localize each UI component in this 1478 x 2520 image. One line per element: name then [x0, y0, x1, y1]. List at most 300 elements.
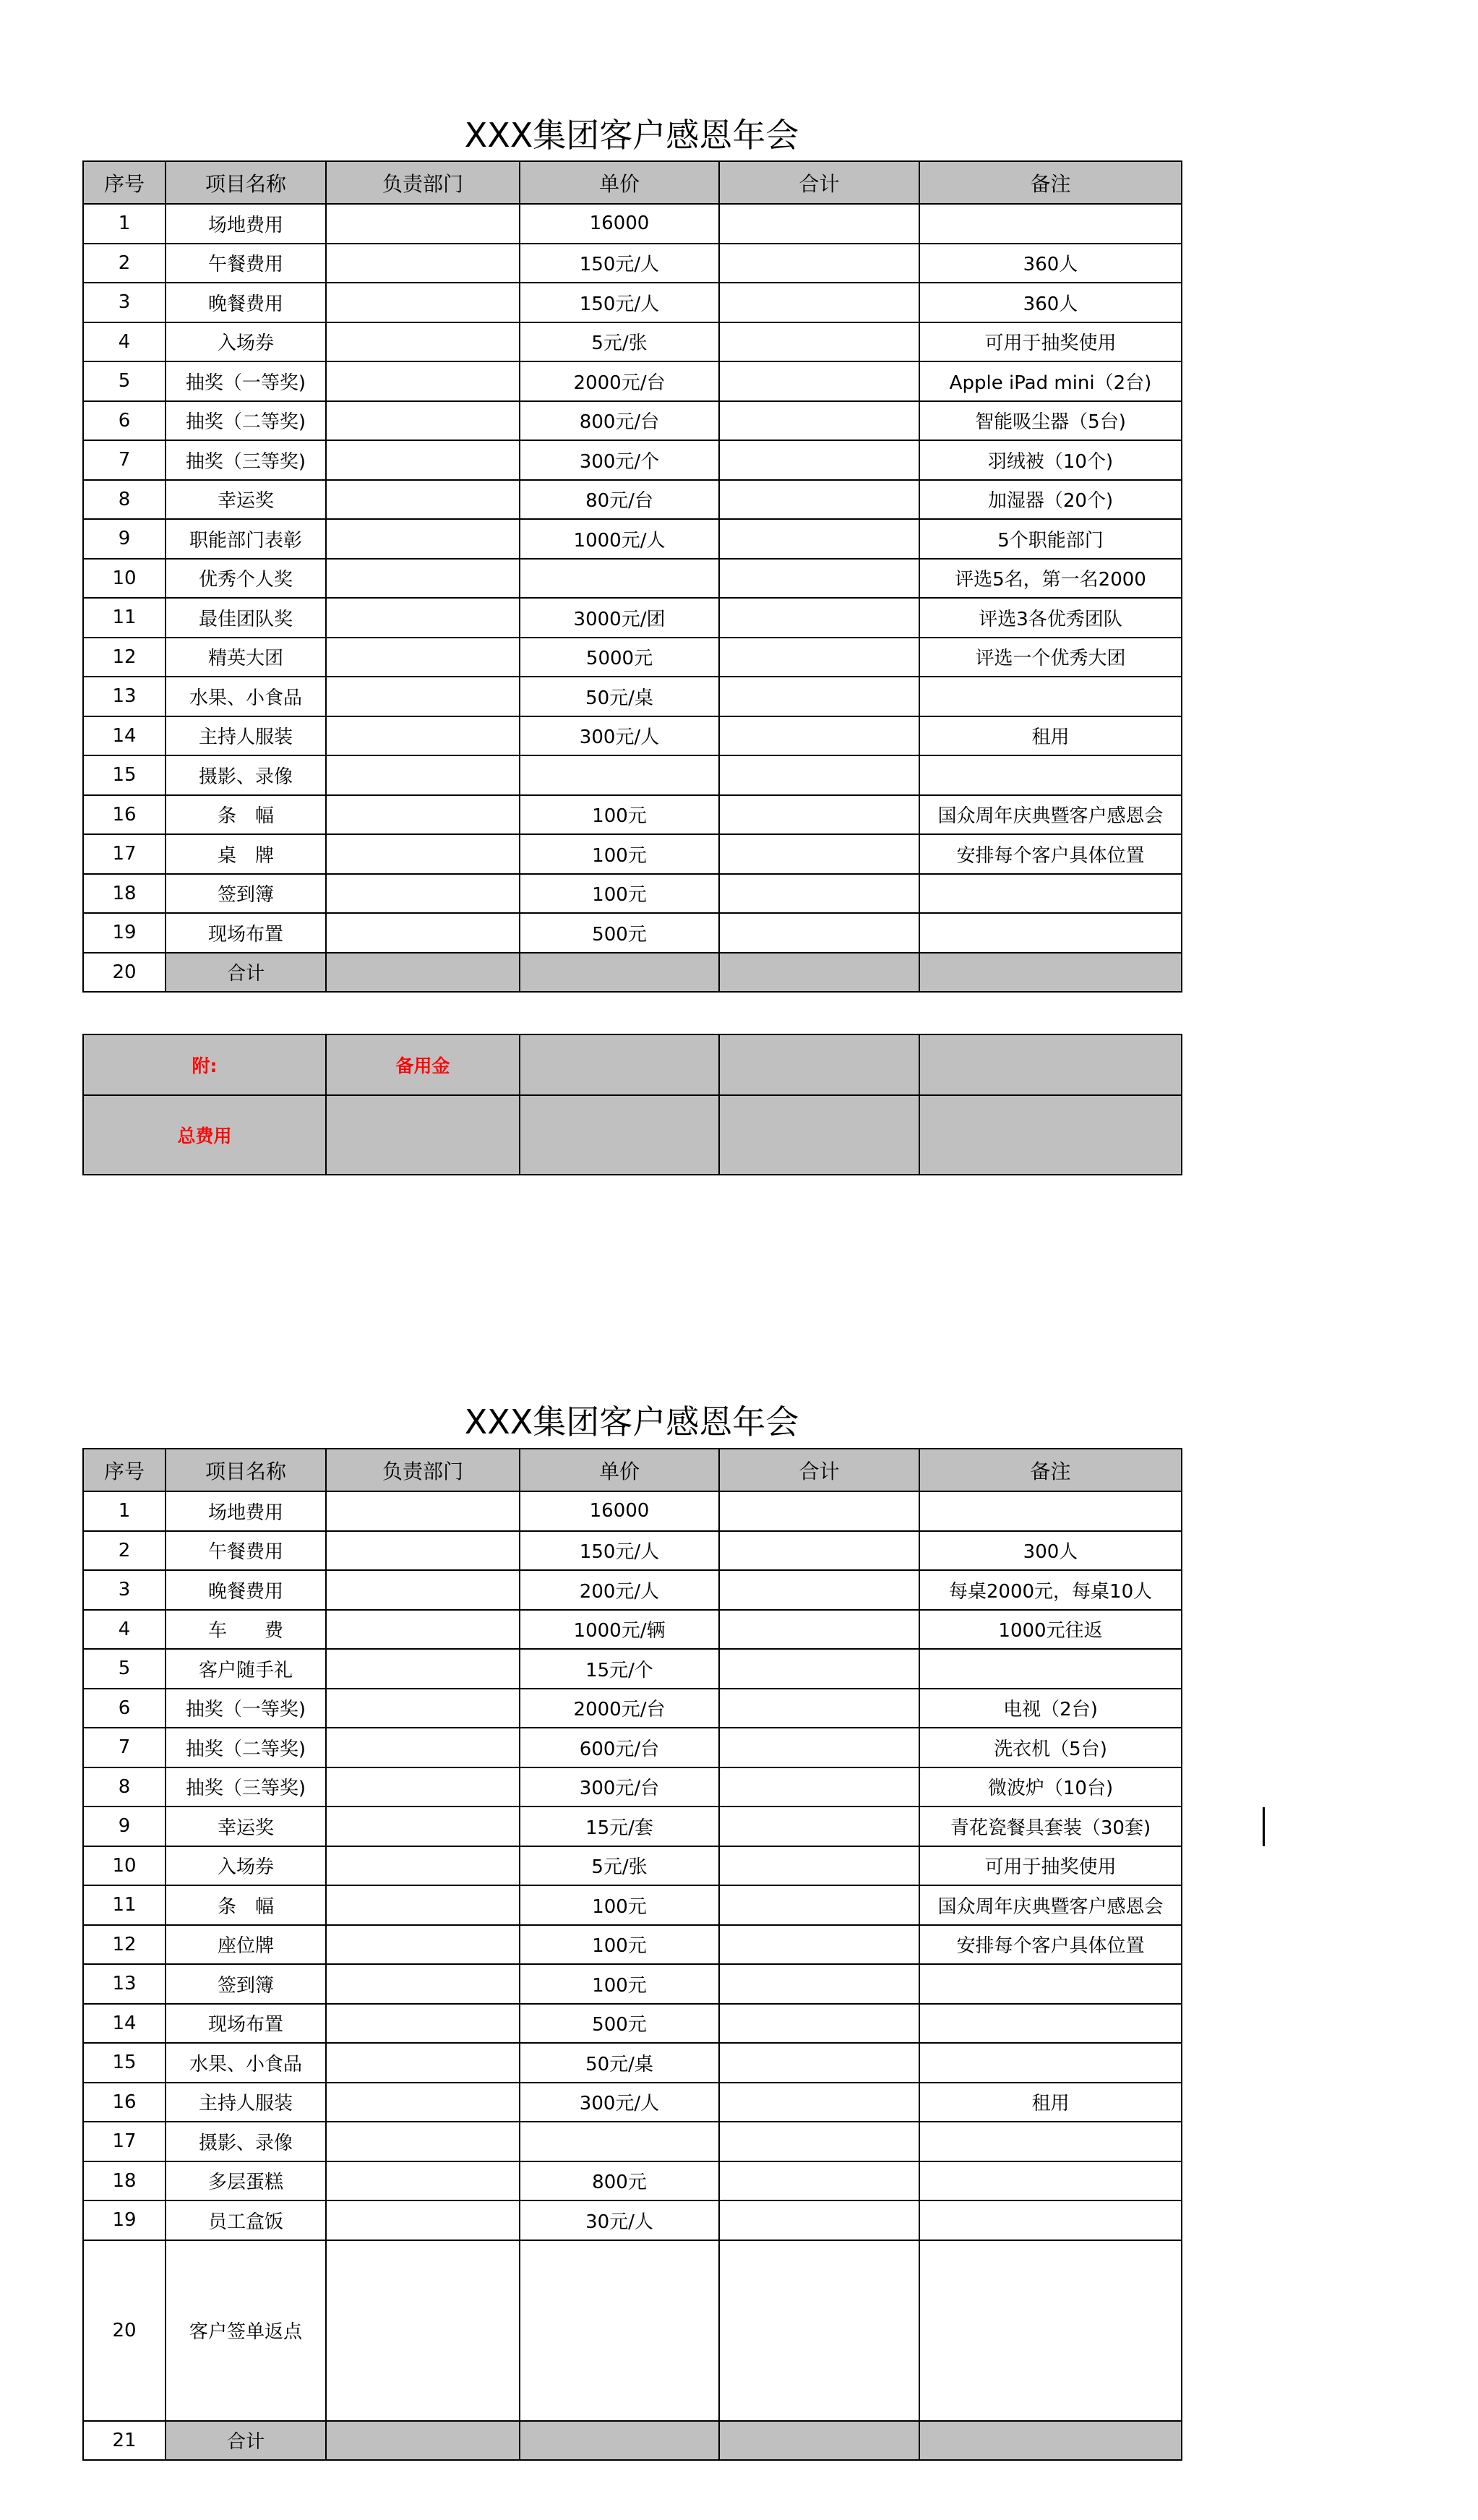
cell-no[interactable]: 6 [83, 401, 166, 441]
table-row [83, 795, 1182, 835]
cell-item-name[interactable]: 入场券 [166, 1846, 326, 1886]
cell-department[interactable] [326, 361, 520, 401]
cell-item-name[interactable]: 签到簿 [166, 1964, 326, 2004]
cell-no[interactable]: 8 [83, 1767, 166, 1807]
cell-total[interactable] [719, 1649, 919, 1689]
cell-department[interactable] [326, 677, 520, 716]
header-item-name[interactable]: 项目名称 [166, 161, 326, 204]
cell-remarks[interactable] [919, 913, 1182, 953]
cell-unit-price[interactable]: 16000 [520, 1491, 719, 1531]
cell-no[interactable]: 14 [83, 2004, 166, 2044]
cell-item-name[interactable]: 入场券 [166, 322, 326, 362]
cell-item-name[interactable]: 午餐费用 [166, 1531, 326, 1571]
cell-no[interactable]: 8 [83, 480, 166, 520]
header-department[interactable]: 负责部门 [326, 161, 520, 204]
cell-no[interactable]: 16 [83, 795, 166, 835]
cell-department[interactable] [326, 440, 520, 480]
cell-no[interactable]: 12 [83, 638, 166, 677]
table2-sum-row [83, 2421, 1182, 2461]
cell-total[interactable] [719, 440, 919, 480]
cell-department[interactable] [326, 1649, 520, 1689]
cell-remarks[interactable]: 租用 [919, 716, 1182, 756]
cell-unit-price[interactable]: 150元/人 [520, 283, 719, 322]
cell-unit-price[interactable]: 100元 [520, 834, 719, 874]
cell-remarks[interactable]: 评选5名，第一名2000 [919, 559, 1182, 599]
sum-cell[interactable] [719, 2421, 919, 2461]
table-row [83, 638, 1182, 677]
cell-department[interactable] [326, 638, 520, 677]
cell-remarks[interactable] [919, 1491, 1182, 1531]
cell-total[interactable] [719, 598, 919, 638]
sum-row-no[interactable]: 20 [83, 953, 166, 993]
cell-total[interactable] [719, 2161, 919, 2201]
header-no[interactable]: 序号 [83, 1449, 166, 1491]
table-row [83, 2004, 1182, 2044]
cell-unit-price[interactable]: 100元 [520, 874, 719, 914]
cell-department[interactable] [326, 1925, 520, 1965]
cell-remarks[interactable] [919, 2161, 1182, 2201]
cell-item-name[interactable]: 摄影、录像 [166, 2122, 326, 2161]
total-cost-cell[interactable] [520, 1095, 719, 1175]
cell-department[interactable] [326, 2083, 520, 2122]
cell-item-name[interactable]: 晚餐费用 [166, 1570, 326, 1610]
cell-no[interactable]: 18 [83, 874, 166, 914]
table-row [83, 2161, 1182, 2201]
cell-department[interactable] [326, 2200, 520, 2240]
cell-no[interactable]: 1 [83, 204, 166, 244]
table-row [83, 834, 1182, 874]
cell-unit-price[interactable]: 3000元/团 [520, 598, 719, 638]
header-remarks[interactable]: 备注 [919, 161, 1182, 204]
cell-remarks[interactable]: 国众周年庆典暨客户感恩会 [919, 795, 1182, 835]
cell-unit-price[interactable]: 100元 [520, 795, 719, 835]
cell-no[interactable]: 15 [83, 2043, 166, 2083]
sum-cell[interactable] [719, 953, 919, 993]
cell-total[interactable] [719, 1964, 919, 2004]
cell-department[interactable] [326, 913, 520, 953]
cell-item-name[interactable]: 抽奖（三等奖) [166, 1767, 326, 1807]
cell-department[interactable] [326, 755, 520, 795]
cell-unit-price[interactable]: 30元/人 [520, 2200, 719, 2240]
cell-total[interactable] [719, 1807, 919, 1846]
cell-unit-price[interactable] [520, 755, 719, 795]
cell-department[interactable] [326, 204, 520, 244]
header-unit-price[interactable]: 单价 [520, 161, 719, 204]
cell-unit-price[interactable]: 80元/台 [520, 480, 719, 520]
cell-total[interactable] [719, 322, 919, 362]
reserve-cell[interactable] [719, 1034, 919, 1095]
header-item-name[interactable]: 项目名称 [166, 1449, 326, 1491]
cell-no[interactable]: 2 [83, 244, 166, 283]
cell-no[interactable]: 10 [83, 1846, 166, 1886]
cell-remarks[interactable] [919, 2122, 1182, 2161]
cell-department[interactable] [326, 322, 520, 362]
cell-item-name[interactable]: 抽奖（一等奖) [166, 361, 326, 401]
cell-item-name[interactable]: 抽奖（三等奖) [166, 440, 326, 480]
reserve-cell[interactable] [520, 1034, 719, 1095]
cell-no[interactable]: 4 [83, 1610, 166, 1650]
cell-total[interactable] [719, 795, 919, 835]
cell-remarks[interactable]: 租用 [919, 2083, 1182, 2122]
cell-remarks[interactable]: 加湿器（20个) [919, 480, 1182, 520]
table-row [83, 1964, 1182, 2004]
cell-remarks[interactable]: 国众周年庆典暨客户感恩会 [919, 1885, 1182, 1925]
cell-item-name[interactable]: 座位牌 [166, 1925, 326, 1965]
sum-cell[interactable] [520, 2421, 719, 2461]
cell-total[interactable] [719, 519, 919, 559]
cell-total[interactable] [719, 1610, 919, 1650]
cell-item-name[interactable]: 最佳团队奖 [166, 598, 326, 638]
cell-remarks[interactable]: 360人 [919, 244, 1182, 283]
cell-item-name[interactable]: 幸运奖 [166, 1807, 326, 1846]
total-cost-label[interactable]: 总费用 [83, 1095, 326, 1175]
table-row [83, 361, 1182, 401]
cell-item-name[interactable]: 员工盒饭 [166, 2200, 326, 2240]
cell-no[interactable]: 18 [83, 2161, 166, 2201]
cell-item-name[interactable]: 优秀个人奖 [166, 559, 326, 599]
cell-total[interactable] [719, 1767, 919, 1807]
table-row [83, 1728, 1182, 1767]
cell-no[interactable]: 19 [83, 2200, 166, 2240]
cell-department[interactable] [326, 2240, 520, 2421]
table1-title: XXX集团客户感恩年会 [464, 116, 799, 155]
cell-item-name[interactable]: 客户签单返点 [166, 2240, 326, 2421]
table1-body [83, 204, 1182, 953]
cell-remarks[interactable]: 可用于抽奖使用 [919, 322, 1182, 362]
cell-item-name[interactable]: 主持人服装 [166, 2083, 326, 2122]
total-cost-cell[interactable] [326, 1095, 520, 1175]
cell-item-name[interactable]: 现场布置 [166, 913, 326, 953]
cell-total[interactable] [719, 244, 919, 283]
cell-remarks[interactable]: 评选一个优秀大团 [919, 638, 1182, 677]
table-row [83, 755, 1182, 795]
cell-remarks[interactable]: 微波炉（10台) [919, 1767, 1182, 1807]
cell-no[interactable]: 5 [83, 1649, 166, 1689]
cell-item-name[interactable]: 抽奖（二等奖) [166, 1728, 326, 1767]
cell-department[interactable] [326, 559, 520, 599]
cell-unit-price[interactable]: 800元/台 [520, 401, 719, 441]
table-row [83, 1925, 1182, 1965]
cell-no[interactable]: 1 [83, 1491, 166, 1531]
cell-item-name[interactable]: 水果、小食品 [166, 2043, 326, 2083]
cell-total[interactable] [719, 2240, 919, 2421]
cell-remarks[interactable] [919, 2240, 1182, 2421]
cell-remarks[interactable] [919, 874, 1182, 914]
header-remarks[interactable]: 备注 [919, 1449, 1182, 1491]
cell-no[interactable]: 11 [83, 598, 166, 638]
total-cost-cell[interactable] [719, 1095, 919, 1175]
cell-unit-price[interactable]: 500元 [520, 2004, 719, 2044]
cell-unit-price[interactable]: 50元/桌 [520, 677, 719, 716]
cell-no[interactable]: 19 [83, 913, 166, 953]
cell-item-name[interactable]: 主持人服装 [166, 716, 326, 756]
sum-row-no[interactable]: 21 [83, 2421, 166, 2461]
table-row [83, 204, 1182, 244]
cell-department[interactable] [326, 1728, 520, 1767]
cell-total[interactable] [719, 2043, 919, 2083]
sum-cell[interactable] [520, 953, 719, 993]
cell-unit-price[interactable]: 15元/套 [520, 1807, 719, 1846]
cell-unit-price[interactable]: 300元/个 [520, 440, 719, 480]
cell-total[interactable] [719, 2083, 919, 2122]
cell-unit-price[interactable] [520, 2122, 719, 2161]
cell-total[interactable] [719, 755, 919, 795]
cell-item-name[interactable]: 晚餐费用 [166, 283, 326, 322]
cell-unit-price[interactable]: 600元/台 [520, 1728, 719, 1767]
cell-total[interactable] [719, 1846, 919, 1886]
cell-item-name[interactable]: 抽奖（一等奖) [166, 1689, 326, 1728]
header-department[interactable]: 负责部门 [326, 1449, 520, 1491]
sum-cell[interactable] [326, 953, 520, 993]
cell-total[interactable] [719, 559, 919, 599]
cell-no[interactable]: 3 [83, 283, 166, 322]
cell-remarks[interactable] [919, 677, 1182, 716]
cell-item-name[interactable]: 水果、小食品 [166, 677, 326, 716]
cell-department[interactable] [326, 2043, 520, 2083]
reserve-label[interactable]: 备用金 [326, 1034, 520, 1095]
cell-department[interactable] [326, 244, 520, 283]
cell-department[interactable] [326, 716, 520, 756]
cell-total[interactable] [719, 1491, 919, 1531]
cell-total[interactable] [719, 716, 919, 756]
cell-no[interactable]: 13 [83, 1964, 166, 2004]
cell-no[interactable]: 16 [83, 2083, 166, 2122]
cell-total[interactable] [719, 480, 919, 520]
sum-row-label[interactable]: 合计 [166, 953, 326, 993]
cell-department[interactable] [326, 2161, 520, 2201]
cell-no[interactable]: 9 [83, 1807, 166, 1846]
cell-no[interactable]: 7 [83, 440, 166, 480]
cell-unit-price[interactable]: 100元 [520, 1925, 719, 1965]
cell-department[interactable] [326, 1570, 520, 1610]
cell-remarks[interactable]: 青花瓷餐具套装（30套) [919, 1807, 1182, 1846]
cell-no[interactable]: 4 [83, 322, 166, 362]
cell-total[interactable] [719, 2004, 919, 2044]
cell-no[interactable]: 9 [83, 519, 166, 559]
cell-item-name[interactable]: 车 费 [166, 1610, 326, 1650]
cell-item-name[interactable]: 精英大团 [166, 638, 326, 677]
cell-no[interactable]: 10 [83, 559, 166, 599]
table-row [83, 2240, 1182, 2421]
cell-no[interactable]: 15 [83, 755, 166, 795]
cell-unit-price[interactable]: 16000 [520, 204, 719, 244]
cell-department[interactable] [326, 283, 520, 322]
cell-department[interactable] [326, 1885, 520, 1925]
cell-total[interactable] [719, 913, 919, 953]
cell-no[interactable]: 7 [83, 1728, 166, 1767]
text-cursor [1263, 1807, 1265, 1846]
cell-unit-price[interactable]: 300元/人 [520, 2083, 719, 2122]
cell-unit-price[interactable]: 5000元 [520, 638, 719, 677]
cell-department[interactable] [326, 2004, 520, 2044]
cell-no[interactable]: 12 [83, 1925, 166, 1965]
cell-unit-price[interactable]: 1000元/人 [520, 519, 719, 559]
cell-total[interactable] [719, 874, 919, 914]
cell-unit-price[interactable]: 5元/张 [520, 1846, 719, 1886]
header-no[interactable]: 序号 [83, 161, 166, 204]
table2 [82, 1448, 1182, 2461]
cell-department[interactable] [326, 1531, 520, 1571]
table-row [83, 480, 1182, 520]
cell-remarks[interactable]: 智能吸尘器（5台) [919, 401, 1182, 441]
cell-item-name[interactable]: 桌 牌 [166, 834, 326, 874]
table2-body [83, 1491, 1182, 2421]
cell-remarks[interactable]: 电视（2台) [919, 1689, 1182, 1728]
cell-department[interactable] [326, 1689, 520, 1728]
cell-unit-price[interactable]: 100元 [520, 1885, 719, 1925]
cell-total[interactable] [719, 283, 919, 322]
cell-department[interactable] [326, 1846, 520, 1886]
cell-total[interactable] [719, 677, 919, 716]
cell-item-name[interactable]: 条 幅 [166, 1885, 326, 1925]
cell-total[interactable] [719, 1885, 919, 1925]
cell-no[interactable]: 3 [83, 1570, 166, 1610]
cell-unit-price[interactable]: 300元/台 [520, 1767, 719, 1807]
cell-remarks[interactable] [919, 2200, 1182, 2240]
cell-remarks[interactable]: 评选3各优秀团队 [919, 598, 1182, 638]
cell-unit-price[interactable]: 150元/人 [520, 244, 719, 283]
reserve-cell[interactable] [919, 1034, 1182, 1095]
cell-total[interactable] [719, 204, 919, 244]
cell-no[interactable]: 20 [83, 2240, 166, 2421]
cell-unit-price[interactable]: 100元 [520, 1964, 719, 2004]
cell-remarks[interactable]: 1000元往返 [919, 1610, 1182, 1650]
cell-department[interactable] [326, 519, 520, 559]
cell-department[interactable] [326, 795, 520, 835]
cell-total[interactable] [719, 1570, 919, 1610]
cell-item-name[interactable]: 签到簿 [166, 874, 326, 914]
cell-no[interactable]: 5 [83, 361, 166, 401]
cell-remarks[interactable] [919, 1964, 1182, 2004]
cell-department[interactable] [326, 1491, 520, 1531]
table-row [83, 874, 1182, 914]
sum-cell[interactable] [919, 953, 1182, 993]
cell-unit-price[interactable]: 300元/人 [520, 716, 719, 756]
cell-unit-price[interactable]: 500元 [520, 913, 719, 953]
cell-remarks[interactable] [919, 2004, 1182, 2044]
table-row [83, 1767, 1182, 1807]
cell-total[interactable] [719, 638, 919, 677]
cell-department[interactable] [326, 401, 520, 441]
cell-item-name[interactable]: 场地费用 [166, 204, 326, 244]
total-cost-cell[interactable] [919, 1095, 1182, 1175]
cell-total[interactable] [719, 2200, 919, 2240]
header-unit-price[interactable]: 单价 [520, 1449, 719, 1491]
cell-no[interactable]: 17 [83, 834, 166, 874]
cell-department[interactable] [326, 1610, 520, 1650]
cell-item-name[interactable]: 抽奖（二等奖) [166, 401, 326, 441]
cell-remarks[interactable]: 360人 [919, 283, 1182, 322]
cell-total[interactable] [719, 1531, 919, 1571]
cell-total[interactable] [719, 361, 919, 401]
cell-remarks[interactable]: 羽绒被（10个) [919, 440, 1182, 480]
cell-unit-price[interactable]: 50元/桌 [520, 2043, 719, 2083]
cell-item-name[interactable]: 客户随手礼 [166, 1649, 326, 1689]
cell-remarks[interactable] [919, 755, 1182, 795]
cell-total[interactable] [719, 834, 919, 874]
cell-item-name[interactable]: 条 幅 [166, 795, 326, 835]
cell-item-name[interactable]: 场地费用 [166, 1491, 326, 1531]
cell-department[interactable] [326, 1964, 520, 2004]
cell-department[interactable] [326, 480, 520, 520]
cell-remarks[interactable] [919, 1649, 1182, 1689]
table-row [83, 677, 1182, 716]
cell-remarks[interactable]: 300人 [919, 1531, 1182, 1571]
cell-unit-price[interactable]: 150元/人 [520, 1531, 719, 1571]
cell-remarks[interactable]: 洗衣机（5台) [919, 1728, 1182, 1767]
cell-unit-price[interactable]: 800元 [520, 2161, 719, 2201]
cell-remarks[interactable]: 5个职能部门 [919, 519, 1182, 559]
cell-department[interactable] [326, 874, 520, 914]
table-row [83, 1491, 1182, 1531]
table-row [83, 1885, 1182, 1925]
cell-unit-price[interactable] [520, 559, 719, 599]
cell-total[interactable] [719, 1728, 919, 1767]
cell-item-name[interactable]: 午餐费用 [166, 244, 326, 283]
cell-unit-price[interactable]: 5元/张 [520, 322, 719, 362]
cell-total[interactable] [719, 1689, 919, 1728]
cell-unit-price[interactable]: 2000元/台 [520, 1689, 719, 1728]
cell-department[interactable] [326, 834, 520, 874]
cell-item-name[interactable]: 幸运奖 [166, 480, 326, 520]
table-row [83, 2200, 1182, 2240]
cell-department[interactable] [326, 2122, 520, 2161]
cell-total[interactable] [719, 401, 919, 441]
table-row [83, 1649, 1182, 1689]
cell-total[interactable] [719, 2122, 919, 2161]
cell-department[interactable] [326, 1767, 520, 1807]
cell-unit-price[interactable] [520, 2240, 719, 2421]
cell-item-name[interactable]: 多层蛋糕 [166, 2161, 326, 2201]
cell-no[interactable]: 14 [83, 716, 166, 756]
cell-remarks[interactable]: 安排每个客户具体位置 [919, 834, 1182, 874]
cell-department[interactable] [326, 1807, 520, 1846]
attach-label[interactable]: 附: [83, 1034, 326, 1095]
cell-unit-price[interactable]: 15元/个 [520, 1649, 719, 1689]
sum-row-label[interactable]: 合计 [166, 2421, 326, 2461]
cell-remarks[interactable]: Apple iPad mini（2台) [919, 361, 1182, 401]
cell-item-name[interactable]: 现场布置 [166, 2004, 326, 2044]
table-row [83, 1807, 1182, 1846]
table-row [83, 559, 1182, 599]
cell-department[interactable] [326, 598, 520, 638]
table-row [83, 2043, 1182, 2083]
header-total[interactable]: 合计 [719, 1449, 919, 1491]
cell-remarks[interactable] [919, 2043, 1182, 2083]
cell-no[interactable]: 17 [83, 2122, 166, 2161]
cell-remarks[interactable]: 每桌2000元，每桌10人 [919, 1570, 1182, 1610]
cell-remarks[interactable] [919, 204, 1182, 244]
cell-item-name[interactable]: 摄影、录像 [166, 755, 326, 795]
cell-remarks[interactable]: 安排每个客户具体位置 [919, 1925, 1182, 1965]
cell-no[interactable]: 13 [83, 677, 166, 716]
cell-unit-price[interactable]: 2000元/台 [520, 361, 719, 401]
table-row [83, 716, 1182, 756]
cell-unit-price[interactable]: 1000元/辆 [520, 1610, 719, 1650]
sum-cell[interactable] [919, 2421, 1182, 2461]
table-row [83, 440, 1182, 480]
table-row [83, 2083, 1182, 2122]
cell-remarks[interactable]: 可用于抽奖使用 [919, 1846, 1182, 1886]
cell-no[interactable]: 11 [83, 1885, 166, 1925]
cell-total[interactable] [719, 1925, 919, 1965]
cell-item-name[interactable]: 职能部门表彰 [166, 519, 326, 559]
cell-no[interactable]: 6 [83, 1689, 166, 1728]
cell-unit-price[interactable]: 200元/人 [520, 1570, 719, 1610]
header-total[interactable]: 合计 [719, 161, 919, 204]
sum-cell[interactable] [326, 2421, 520, 2461]
cell-no[interactable]: 2 [83, 1531, 166, 1571]
